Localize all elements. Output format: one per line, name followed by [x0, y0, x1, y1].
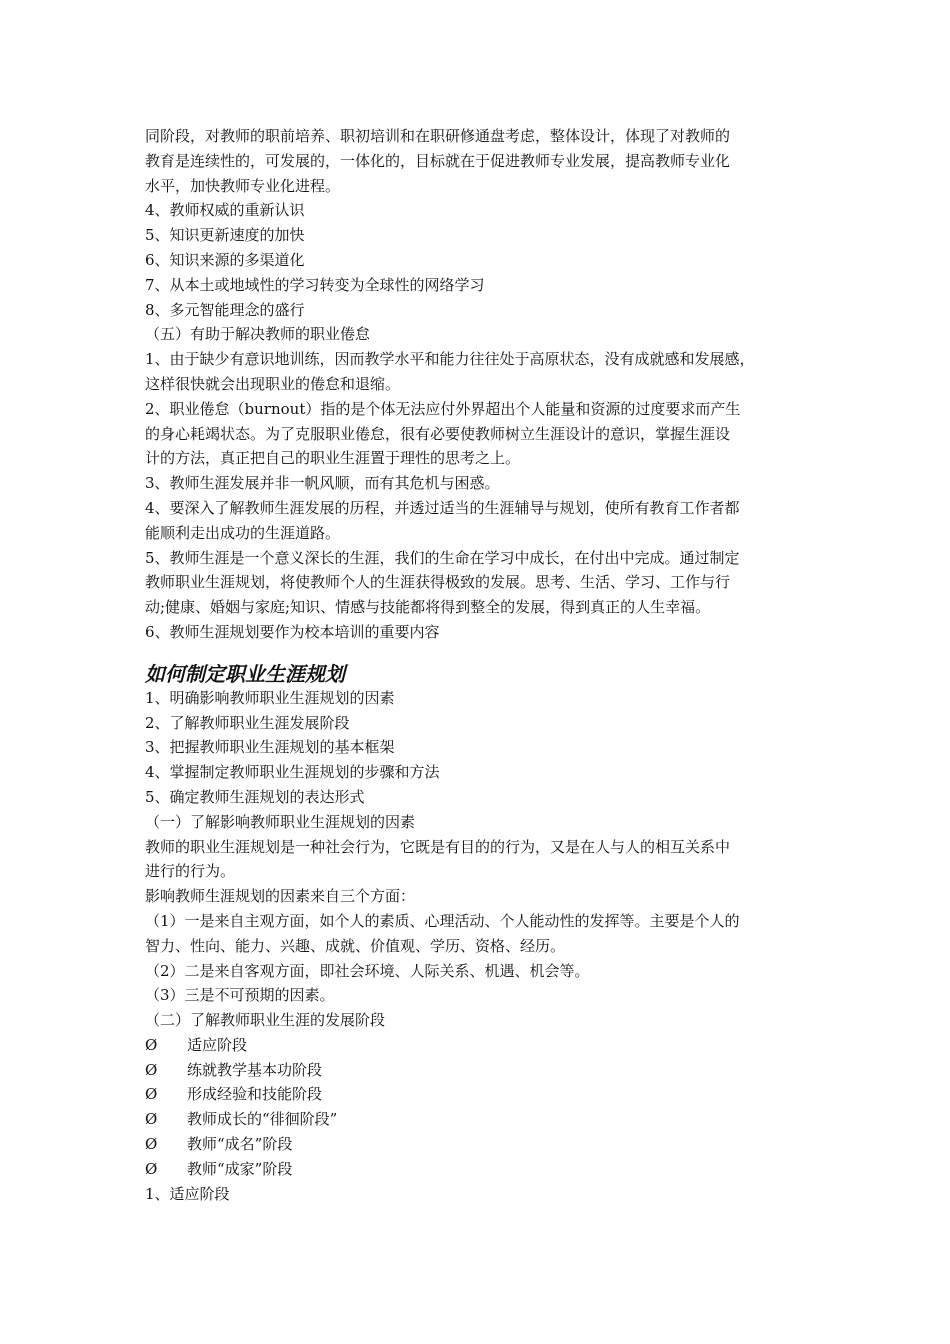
stage-label: 教师“成名”阶段 [187, 1135, 293, 1154]
paragraph-line: （1）一是来自主观方面，如个人的素质、心理活动、个人能动性的发挥等。主要是个人的 [145, 911, 740, 930]
paragraph-line: 进行的行为。 [145, 862, 236, 881]
paragraph-line: （2）二是来自客观方面，即社会环境、人际关系、机遇、机会等。 [145, 961, 590, 980]
paragraph-line: 2、职业倦怠（burnout）指的是个体无法应付外界超出个人能量和资源的过度要求而产生 [145, 399, 741, 418]
paragraph-line: 教育是连续性的，可发展的，一体化的，目标就在于促进教师专业发展，提高教师专业化 [145, 151, 731, 170]
list-item: 2、了解教师职业生涯发展阶段 [145, 713, 350, 732]
list-item: 1、适应阶段 [145, 1184, 230, 1203]
paragraph-line: 水平，加快教师专业化进程。 [145, 176, 341, 195]
paragraph-line: （3）三是不可预期的因素。 [145, 986, 335, 1005]
list-item: 7、从本土或地域性的学习转变为全球性的网络学习 [145, 275, 485, 294]
bullet-icon: Ø [145, 1135, 158, 1154]
section-subheading: （五）有助于解决教师的职业倦怠 [145, 325, 371, 344]
stage-label: 练就教学基本功阶段 [187, 1060, 323, 1079]
list-item: 6、知识来源的多渠道化 [145, 250, 305, 269]
list-item: 5、知识更新速度的加快 [145, 226, 305, 245]
paragraph-line: 5、教师生涯是一个意义深长的生涯，我们的生命在学习中成长，在付出中完成。通过制定 [145, 548, 740, 567]
paragraph-line: 教师的职业生涯规划是一种社会行为，它既是有目的的行为，又是在人与人的相互关系中 [145, 837, 731, 856]
stage-label: 教师“成家”阶段 [187, 1159, 293, 1178]
paragraph-line: 1、由于缺少有意识地训练，因而教学水平和能力往往处于高原状态，没有成就感和发展感， [145, 350, 755, 369]
paragraph-line: 的身心耗竭状态。为了克服职业倦怠，很有必要使教师树立生涯设计的意识，掌握生涯设 [145, 424, 731, 443]
stage-label: 形成经验和技能阶段 [187, 1085, 323, 1104]
stage-item [145, 1132, 815, 1157]
paragraph-line: 4、要深入了解教师生涯发展的历程，并透过适当的生涯辅导与规划，使所有教育工作者都 [145, 498, 740, 517]
paragraph-line: 教师职业生涯规划，将使教师个人的生涯获得极致的发展。思考、生活、学习、工作与行 [145, 573, 731, 592]
paragraph-line: 计的方法，真正把自己的职业生涯置于理性的思考之上。 [145, 449, 521, 468]
bullet-icon: Ø [145, 1085, 158, 1104]
list-item: 1、明确影响教师职业生涯规划的因素 [145, 688, 395, 707]
bullet-icon: Ø [145, 1035, 158, 1054]
stage-item [145, 1082, 815, 1107]
stage-item [145, 1107, 815, 1132]
list-item: 3、把握教师职业生涯规划的基本框架 [145, 738, 395, 757]
document-body [145, 124, 815, 1206]
bullet-icon: Ø [145, 1159, 158, 1178]
paragraph-line: 3、教师生涯发展并非一帆风顺，而有其危机与困惑。 [145, 474, 500, 493]
stage-label: 教师成长的“徘徊阶段” [187, 1110, 338, 1129]
stage-item [145, 1157, 815, 1182]
bullet-icon: Ø [145, 1110, 158, 1129]
paragraph-line: 影响教师生涯规划的因素来自三个方面： [145, 887, 416, 906]
stage-label: 适应阶段 [187, 1035, 248, 1054]
section-heading: 如何制定职业生涯规划 [145, 661, 345, 686]
stage-item [145, 1058, 815, 1083]
list-item: 8、多元智能理念的盛行 [145, 300, 305, 319]
section-subheading: （一）了解影响教师职业生涯规划的因素 [145, 812, 416, 831]
list-item: 5、确定教师生涯规划的表达形式 [145, 787, 365, 806]
paragraph-line: 同阶段，对教师的职前培养、职初培训和在职研修通盘考虑，整体设计，体现了对教师的 [145, 127, 731, 145]
section-subheading: （二）了解教师职业生涯的发展阶段 [145, 1011, 386, 1030]
paragraph-line: 能顺利走出成功的生涯道路。 [145, 523, 341, 542]
bullet-icon: Ø [145, 1060, 158, 1079]
paragraph-line: 动;健康、婚姻与家庭;知识、情感与技能都将得到整全的发展，得到真正的人生幸福。 [145, 598, 711, 617]
list-item: 4、教师权威的重新认识 [145, 201, 305, 220]
paragraph-line: 智力、性向、能力、兴趣、成就、价值观、学历、资格、经历。 [145, 936, 566, 955]
paragraph-line: 这样很快就会出现职业的倦怠和退缩。 [145, 374, 401, 393]
stage-list [145, 1033, 815, 1182]
list-item: 4、掌握制定教师职业生涯规划的步骤和方法 [145, 763, 440, 782]
stage-item [145, 1033, 815, 1058]
paragraph-line: 6、教师生涯规划要作为校本培训的重要内容 [145, 622, 440, 641]
